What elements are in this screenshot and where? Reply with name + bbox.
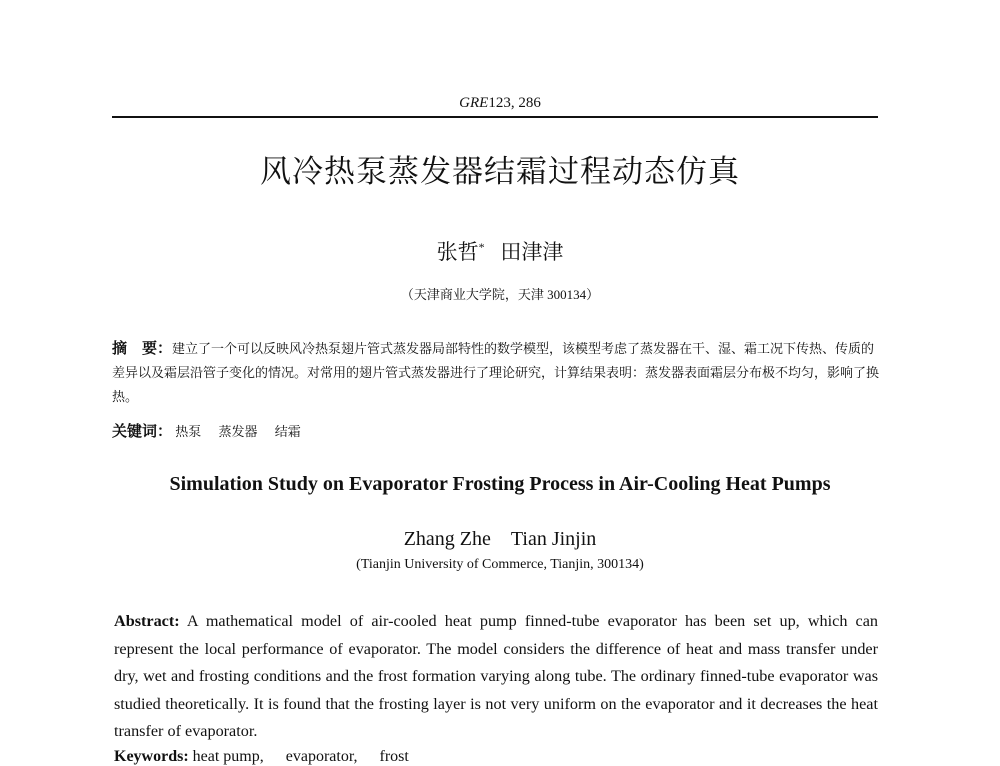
chinese-author-1: 张哲	[436, 240, 479, 264]
english-abstract-label: Abstract:	[114, 612, 180, 630]
chinese-affiliation: （天津商业大学院，天津 300134）	[400, 287, 600, 302]
english-abstract	[114, 608, 878, 746]
chinese-abstract-text: 建立了一个可以反映风冷热泵翅片管式蒸发器局部特性的数学模型，该模型考虑了蒸发器在干、湿、霜工况下传热、传质的差异以及霜层沿管子变化的情况。对常用的翅片管式蒸发器进行了理论研究，计算结果表明：蒸发器表面霜层分布极不均匀，影响了换热。	[112, 341, 880, 404]
english-author-1: Zhang Zhe	[403, 528, 491, 550]
english-abstract-text: A mathematical model of air-cooled heat pump finned-tube evaporator has been set up, which can represent the local performance of evaporator. The model considers the difference of heat and mass transfer under dry, wet and frosting conditions and the frost formation varying along tube. The ordinary finned-tube evaporator was studied theoretically. It is found that the frosting layer is not very uniform on the evaporator and it decreases the heat transfer of evaporator.	[114, 612, 879, 740]
chinese-author-2: 田津津	[500, 240, 564, 264]
english-keywords-label: Keywords:	[114, 748, 189, 765]
chinese-keyword: 结霜	[274, 424, 301, 439]
document-code-numbers: 123, 286	[488, 95, 541, 111]
document-code	[0, 95, 1000, 112]
document-code-prefix: GRE	[459, 95, 489, 111]
corresponding-author-mark: *	[478, 240, 485, 254]
chinese-keyword: 热泵	[175, 424, 202, 439]
chinese-abstract	[112, 336, 882, 409]
chinese-title: 风冷热泵蒸发器结霜过程动态仿真	[260, 154, 740, 189]
chinese-keywords	[112, 420, 315, 441]
english-affiliation: (Tianjin University of Commerce, Tianjin, 300134)	[356, 557, 644, 572]
english-keyword: evaporator,	[285, 748, 358, 765]
english-author-2: Tian Jinjin	[510, 528, 597, 550]
english-authors	[0, 528, 1000, 551]
english-title: Simulation Study on Evaporator Frosting Process in Air-Cooling Heat Pumps	[169, 473, 831, 495]
english-keywords	[114, 748, 427, 766]
header-rule	[112, 116, 878, 118]
chinese-keywords-label: 关键词：	[112, 422, 173, 440]
english-keyword: heat pump,	[192, 748, 264, 765]
chinese-authors	[0, 236, 1000, 266]
english-keyword: frost	[379, 748, 409, 765]
chinese-abstract-label: 摘 要：	[112, 339, 173, 357]
chinese-keyword: 蒸发器	[218, 424, 258, 439]
